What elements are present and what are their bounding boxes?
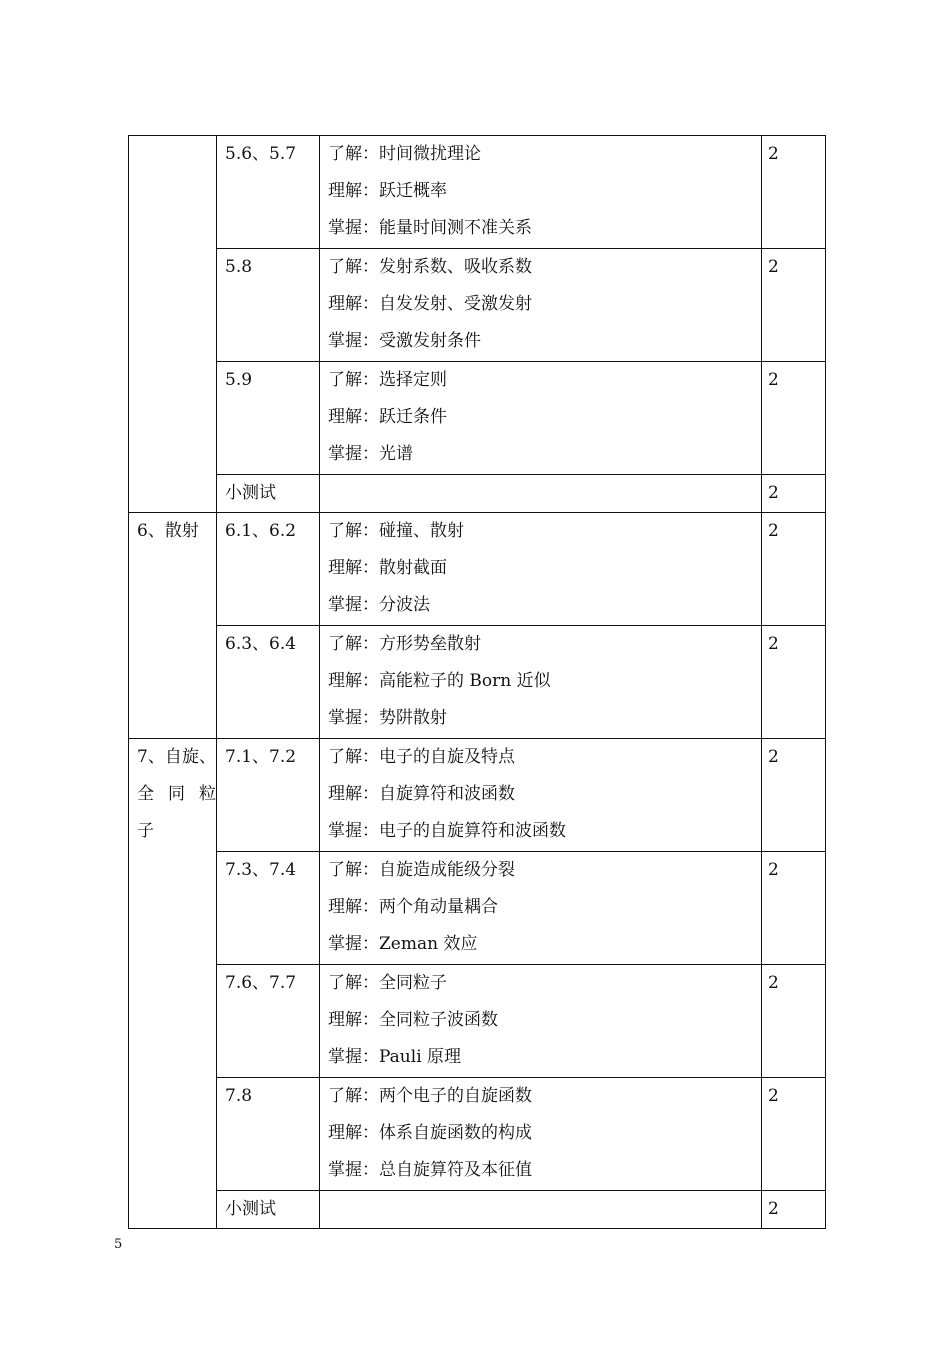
content-line: 理解：两个角动量耦合 bbox=[328, 897, 498, 917]
content-line: 了解：发射系数、吸收系数 bbox=[328, 257, 532, 277]
section-label: 5.6、5.7 bbox=[225, 144, 297, 164]
content-cell bbox=[320, 852, 762, 965]
table-row bbox=[129, 475, 826, 513]
hours-cell bbox=[762, 136, 826, 249]
hours-cell bbox=[762, 249, 826, 362]
content-line: 了解：自旋造成能级分裂 bbox=[328, 860, 515, 880]
chapter-title-line: 子 bbox=[137, 821, 154, 841]
hours-value: 2 bbox=[768, 144, 779, 164]
section-label: 5.8 bbox=[225, 257, 253, 277]
content-line: 掌握：电子的自旋算符和波函数 bbox=[328, 821, 566, 841]
content-line: 掌握：势阱散射 bbox=[328, 708, 447, 728]
table-row bbox=[129, 852, 826, 965]
table-row bbox=[129, 1078, 826, 1191]
table-row bbox=[129, 739, 826, 852]
section-label: 6.1、6.2 bbox=[225, 521, 297, 541]
chapter-cell bbox=[129, 513, 217, 739]
content-line: 了解：两个电子的自旋函数 bbox=[328, 1086, 532, 1106]
hours-cell bbox=[762, 475, 826, 513]
section-cell bbox=[217, 626, 320, 739]
content-cell bbox=[320, 1191, 762, 1229]
content-line: 掌握：能量时间测不准关系 bbox=[328, 218, 532, 238]
table-row bbox=[129, 1191, 826, 1229]
content-cell bbox=[320, 626, 762, 739]
content-line: 理解：跃迁概率 bbox=[328, 181, 447, 201]
hours-value: 2 bbox=[768, 747, 779, 767]
hours-cell bbox=[762, 852, 826, 965]
section-cell bbox=[217, 136, 320, 249]
hours-value: 2 bbox=[768, 257, 779, 277]
section-label: 小测试 bbox=[225, 483, 276, 503]
section-cell bbox=[217, 513, 320, 626]
content-cell bbox=[320, 513, 762, 626]
hours-value: 2 bbox=[768, 634, 779, 654]
hours-value: 2 bbox=[768, 860, 779, 880]
content-line: 了解：方形势垒散射 bbox=[328, 634, 481, 654]
hours-cell bbox=[762, 965, 826, 1078]
section-cell bbox=[217, 852, 320, 965]
content-line: 了解：电子的自旋及特点 bbox=[328, 747, 515, 767]
content-cell bbox=[320, 249, 762, 362]
hours-value: 2 bbox=[768, 521, 779, 541]
content-cell bbox=[320, 965, 762, 1078]
content-line: 了解：时间微扰理论 bbox=[328, 144, 481, 164]
hours-value: 2 bbox=[768, 973, 779, 993]
hours-value: 2 bbox=[768, 1199, 779, 1219]
hours-cell bbox=[762, 1191, 826, 1229]
section-label: 5.9 bbox=[225, 370, 253, 390]
content-cell bbox=[320, 1078, 762, 1191]
chapter-title-line: 6、散射 bbox=[137, 521, 199, 541]
section-label: 7.8 bbox=[225, 1086, 253, 1106]
content-line: 掌握：总自旋算符及本征值 bbox=[328, 1160, 532, 1180]
section-label: 6.3、6.4 bbox=[225, 634, 297, 654]
section-label: 7.6、7.7 bbox=[225, 973, 297, 993]
table-row bbox=[129, 965, 826, 1078]
content-line: 掌握：Pauli 原理 bbox=[328, 1047, 462, 1067]
hours-value: 2 bbox=[768, 1086, 779, 1106]
content-line: 了解：选择定则 bbox=[328, 370, 447, 390]
content-line: 掌握：Zeman 效应 bbox=[328, 934, 478, 954]
content-cell bbox=[320, 362, 762, 475]
hours-cell bbox=[762, 739, 826, 852]
content-line: 理解：自旋算符和波函数 bbox=[328, 784, 515, 804]
table-row bbox=[129, 626, 826, 739]
content-line: 掌握：分波法 bbox=[328, 595, 430, 615]
hours-value: 2 bbox=[768, 483, 779, 503]
syllabus-table bbox=[128, 135, 826, 1229]
content-cell bbox=[320, 475, 762, 513]
table-body bbox=[129, 136, 826, 1229]
chapter-title-line: 全 同 粒 bbox=[137, 784, 216, 804]
hours-cell bbox=[762, 362, 826, 475]
section-label: 7.3、7.4 bbox=[225, 860, 297, 880]
chapter-title-line: 7、自旋、 bbox=[137, 747, 216, 767]
content-line: 了解：全同粒子 bbox=[328, 973, 447, 993]
content-line: 理解：高能粒子的 Born 近似 bbox=[328, 671, 551, 691]
hours-cell bbox=[762, 626, 826, 739]
page-number: 5 bbox=[114, 1237, 123, 1252]
section-cell bbox=[217, 1078, 320, 1191]
content-line: 了解：碰撞、散射 bbox=[328, 521, 464, 541]
table-row bbox=[129, 362, 826, 475]
table-row bbox=[129, 249, 826, 362]
table-row bbox=[129, 513, 826, 626]
content-line: 掌握：光谱 bbox=[328, 444, 413, 464]
hours-cell bbox=[762, 513, 826, 626]
chapter-cell bbox=[129, 136, 217, 513]
content-line: 理解：体系自旋函数的构成 bbox=[328, 1123, 532, 1143]
content-line: 掌握：受激发射条件 bbox=[328, 331, 481, 351]
content-line: 理解：散射截面 bbox=[328, 558, 447, 578]
content-cell bbox=[320, 739, 762, 852]
section-cell bbox=[217, 475, 320, 513]
section-cell bbox=[217, 249, 320, 362]
chapter-cell bbox=[129, 739, 217, 1229]
content-line: 理解：跃迁条件 bbox=[328, 407, 447, 427]
section-cell bbox=[217, 739, 320, 852]
section-label: 小测试 bbox=[225, 1199, 276, 1219]
table-row bbox=[129, 136, 826, 249]
section-cell bbox=[217, 362, 320, 475]
content-line: 理解：自发发射、受激发射 bbox=[328, 294, 532, 314]
content-cell bbox=[320, 136, 762, 249]
section-cell bbox=[217, 1191, 320, 1229]
section-cell bbox=[217, 965, 320, 1078]
hours-value: 2 bbox=[768, 370, 779, 390]
content-line: 理解：全同粒子波函数 bbox=[328, 1010, 498, 1030]
section-label: 7.1、7.2 bbox=[225, 747, 297, 767]
hours-cell bbox=[762, 1078, 826, 1191]
